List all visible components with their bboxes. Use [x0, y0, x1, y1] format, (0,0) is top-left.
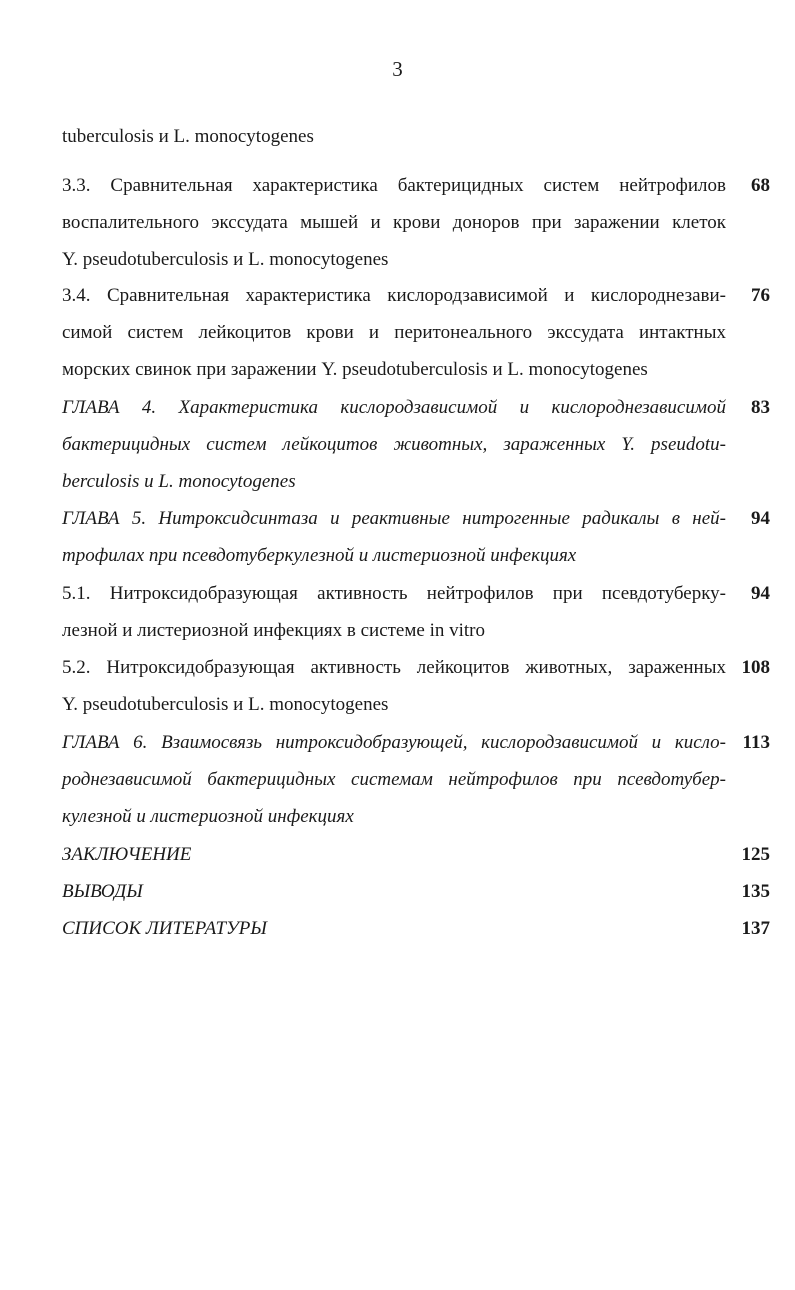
toc-page-number: 68 [751, 175, 770, 196]
toc-entry-5-2[interactable] [62, 649, 726, 723]
toc-page-number: 94 [751, 583, 770, 604]
toc-entry-text [62, 873, 726, 910]
toc-line: 5.2. Нитроксидобразующая активность лейкоцитов животных, зараженных [62, 657, 726, 678]
toc-entry-chapter-5[interactable] [62, 500, 726, 574]
toc-entry-3-4[interactable] [62, 277, 726, 388]
toc-line: лезной и листериозной инфекциях в системе in vitro [62, 620, 485, 641]
toc-page-number: 113 [742, 732, 770, 753]
toc-entry-text [62, 277, 726, 388]
toc-page-number: 137 [741, 918, 770, 939]
toc-line: кулезной и листериозной инфекциях [62, 806, 354, 827]
toc-entry-text [62, 836, 726, 873]
toc-line: ГЛАВА 6. Взаимосвязь нитроксидобразующей, кислородзависимой и кисло- [62, 732, 726, 753]
toc-page-number: 108 [741, 657, 770, 678]
toc-entry-chapter-6[interactable] [62, 724, 726, 835]
toc-line: 5.1. Нитроксидобразующая активность нейтрофилов при псевдотуберку- [62, 583, 726, 604]
toc-line: Y. pseudotuberculosis и L. monocytogenes [62, 694, 389, 715]
toc-entry-text [62, 724, 726, 835]
continuation-line: tuberculosis и L. monocytogenes [62, 126, 314, 147]
toc-entry-findings[interactable] [62, 873, 726, 910]
toc-line: ЗАКЛЮЧЕНИЕ [62, 844, 192, 865]
toc-entry-5-1[interactable] [62, 575, 726, 649]
toc-line: симой систем лейкоцитов крови и перитонеального экссудата интактных [62, 322, 726, 343]
toc-entry-text [62, 389, 726, 500]
toc-line: бактерицидных систем лейкоцитов животных, зараженных Y. pseudotu- [62, 434, 726, 455]
toc-line: Y. pseudotuberculosis и L. monocytogenes [62, 249, 389, 270]
toc-line: ВЫВОДЫ [62, 881, 143, 902]
toc-line: трофилах при псевдотуберкулезной и листериозной инфекциях [62, 545, 577, 566]
toc-line: ГЛАВА 5. Нитроксидсинтаза и реактивные нитрогенные радикалы в ней- [62, 508, 726, 529]
toc-entry-text [62, 500, 726, 574]
toc-entry-conclusion[interactable] [62, 836, 726, 873]
toc-entry-chapter-4[interactable] [62, 389, 726, 500]
toc-page-number: 94 [751, 508, 770, 529]
toc-line: 3.3. Сравнительная характеристика бактерицидных систем нейтрофилов [62, 175, 726, 196]
toc-line: 3.4. Сравнительная характеристика кислородзависимой и кислороднезави- [62, 285, 726, 306]
toc-page-number: 125 [741, 844, 770, 865]
toc-line: berculosis и L. monocytogenes [62, 471, 296, 492]
toc-line: роднезависимой бактерицидных системам нейтрофилов при псевдотубер- [62, 769, 726, 790]
toc-page-number: 76 [751, 285, 770, 306]
toc-page-number: 83 [751, 397, 770, 418]
toc-entry-references[interactable] [62, 910, 726, 947]
toc-line: морских свинок при заражении Y. pseudotuberculosis и L. monocytogenes [62, 359, 648, 380]
toc-page-number: 135 [741, 881, 770, 902]
toc-line: ГЛАВА 4. Характеристика кислородзависимой и кислороднезависимой [62, 397, 726, 418]
toc-line: воспалительного экссудата мышей и крови доноров при заражении клеток [62, 212, 726, 233]
toc-entry-text [62, 649, 726, 723]
toc-entry-text [62, 167, 726, 278]
page-number: 3 [392, 57, 403, 81]
toc-entry-text [62, 910, 726, 947]
toc-entry-text [62, 575, 726, 649]
toc-entry-3-3[interactable] [62, 167, 726, 278]
toc-line: СПИСОК ЛИТЕРАТУРЫ [62, 918, 267, 939]
